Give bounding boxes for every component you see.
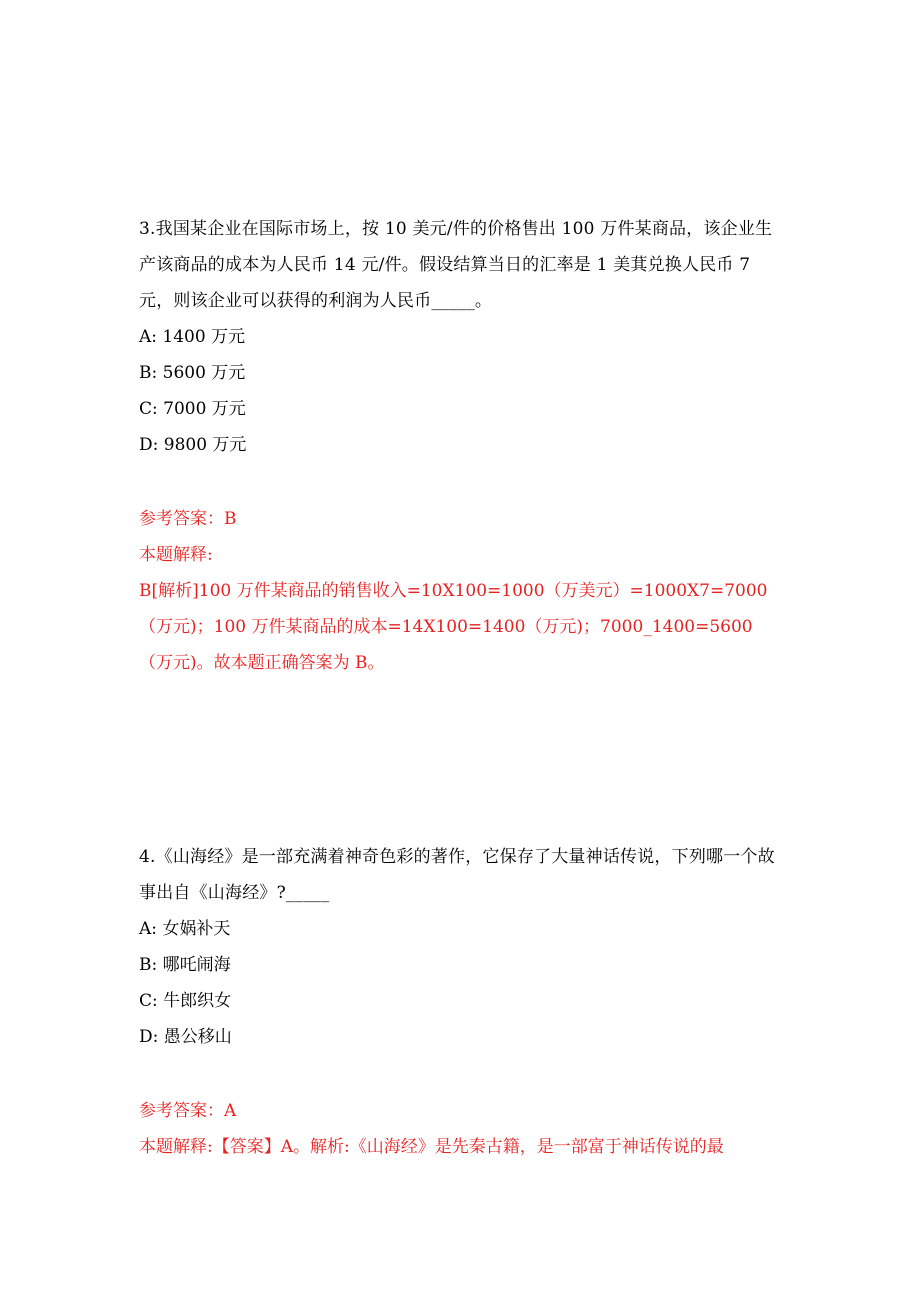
question-3	[139, 211, 784, 681]
explanation-label: 本题解释:	[139, 545, 213, 565]
explanation-text: B[解析]100 万件某商品的销售收入=10X100=1000（万美元）=1000X7=7000（万元)；100 万件某商品的成本=14X100=1400（万元)；7000_1400=5600（万元)。故本题正确答案为 B。	[139, 581, 768, 673]
option-b: B: 哪吒闹海	[139, 955, 231, 975]
question-stem: 4.《山海经》是一部充满着神奇色彩的著作，它保存了大量神话传说，下列哪一个故事出自《山海经》?_____	[139, 847, 775, 903]
option-d: D: 9800 万元	[139, 435, 247, 455]
explanation-text: 本题解释:【答案】A。解析:《山海经》是先秦古籍，是一部富于神话传说的最	[139, 1137, 724, 1157]
answer-block	[139, 501, 784, 681]
reference-answer: 参考答案：B	[139, 509, 237, 529]
option-a: A: 女娲补天	[139, 919, 231, 939]
option-a: A: 1400 万元	[139, 327, 246, 347]
option-c: C: 7000 万元	[139, 399, 246, 419]
option-b: B: 5600 万元	[139, 363, 246, 383]
option-c: C: 牛郎织女	[139, 991, 232, 1011]
option-d: D: 愚公移山	[139, 1027, 232, 1047]
reference-answer: 参考答案：A	[139, 1101, 237, 1121]
question-4	[139, 839, 784, 1165]
question-stem: 3.我国某企业在国际市场上，按 10 美元/件的价格售出 100 万件某商品，该企业生产该商品的成本为人民币 14 元/件。假设结算当日的汇率是 1 美萁兑换人民币 7 元，则该企业可以获得的利润为人民币_____。	[139, 219, 773, 311]
answer-block	[139, 1093, 784, 1165]
